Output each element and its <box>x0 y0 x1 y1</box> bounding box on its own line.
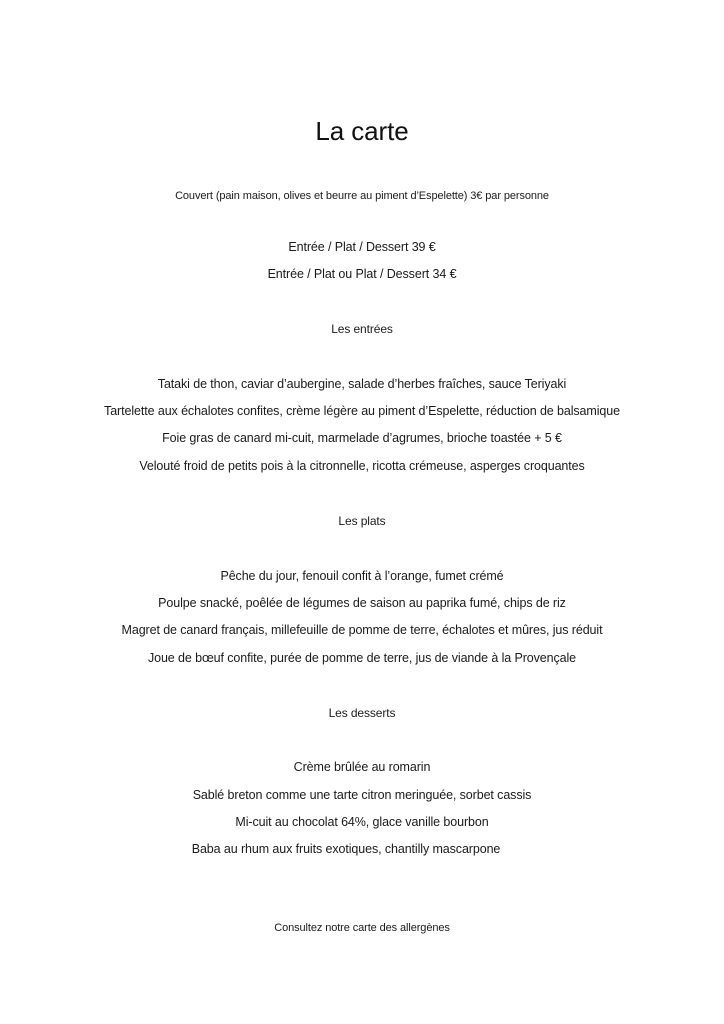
formula-full: Entrée / Plat / Dessert 39 € <box>288 240 436 254</box>
plat-item: Pêche du jour, fenouil confit à l’orange, fumet crémé <box>220 569 504 583</box>
plat-item: Joue de bœuf confite, purée de pomme de terre, jus de viande à la Provençale <box>147 651 577 665</box>
entree-item: Velouté froid de petits pois à la citronnelle, ricotta crémeuse, asperges croquantes <box>139 459 585 473</box>
section-heading-desserts: Les desserts <box>328 706 396 720</box>
dessert-item: Sablé breton comme une tarte citron meringuée, sorbet cassis <box>192 788 532 802</box>
dessert-item: Mi-cuit au chocolat 64%, glace vanille bourbon <box>235 815 489 829</box>
entree-item: Tataki de thon, caviar d’aubergine, salade d’herbes fraîches, sauce Teriyaki <box>157 377 567 391</box>
entree-item: Tartelette aux échalotes confites, crème légère au piment d’Espelette, réduction de balsamique <box>104 404 620 418</box>
couvert-note: Couvert (pain maison, olives et beurre au piment d’Espelette) 3€ par personne <box>175 190 549 202</box>
entree-item: Foie gras de canard mi-cuit, marmelade d’agrumes, brioche toastée + 5 € <box>162 431 562 445</box>
allergen-note: Consultez notre carte des allergènes <box>274 922 450 934</box>
page-title: La carte <box>315 116 409 146</box>
dessert-item: Baba au rhum aux fruits exotiques, chantilly mascarpone <box>191 842 501 856</box>
section-heading-entrees: Les entrées <box>331 322 393 336</box>
formula-two-course: Entrée / Plat ou Plat / Dessert 34 € <box>267 267 457 281</box>
section-heading-plats: Les plats <box>338 514 386 528</box>
plat-item: Poulpe snacké, poêlée de légumes de saison au paprika fumé, chips de riz <box>158 596 566 610</box>
plat-item: Magret de canard français, millefeuille de pomme de terre, échalotes et mûres, jus réduit <box>121 623 603 637</box>
dessert-item: Crème brûlée au romarin <box>293 760 431 774</box>
